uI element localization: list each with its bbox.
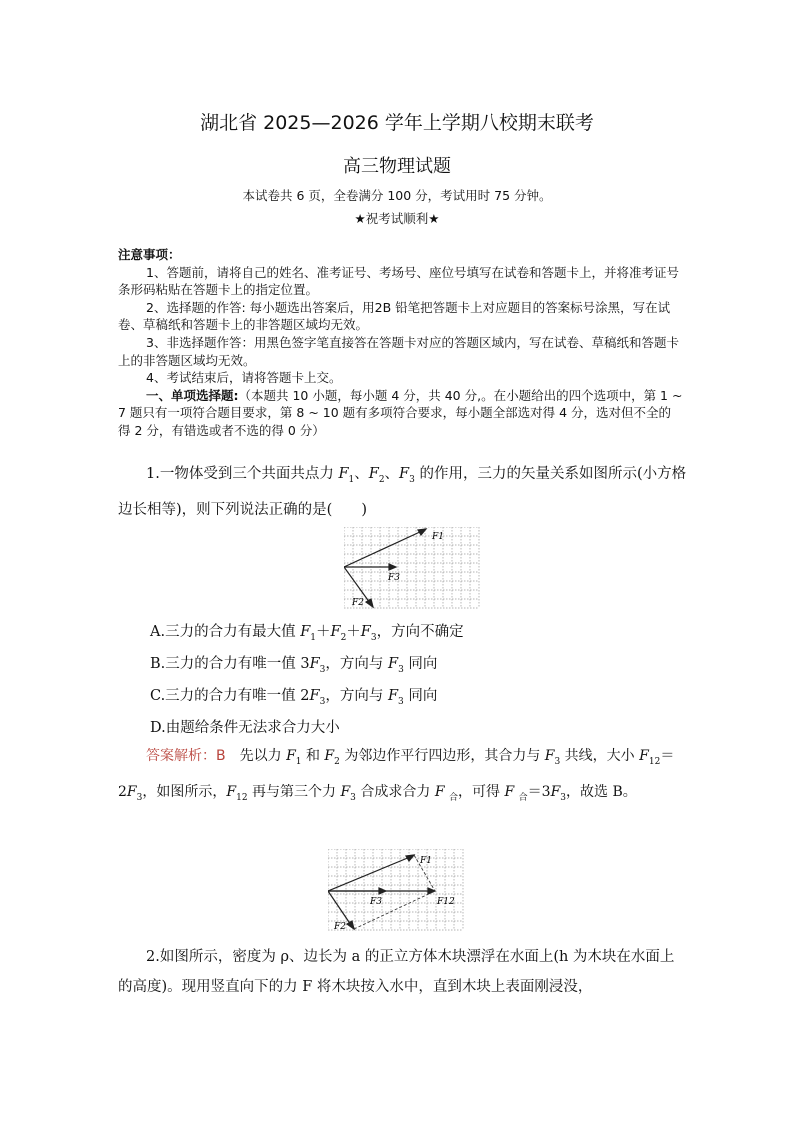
q1-stem-b: 的作用，三力的矢量关系如图所示(小方格边长相等)，则下列说法正确的是( ) <box>118 466 687 518</box>
answer-text-3: 共线，大小 <box>560 748 640 764</box>
answer-text-7: ，可得 <box>458 783 505 800</box>
note-item-4: 4、考试结束后，请将答题卡上交。 <box>146 370 342 386</box>
answer-block: 答案解析：B 先以力 $F_1$ 和 $F_2$ 为邻边作平行四边形，其合力与 $F_3$ 共线，大小 $F_{12}=2F_3$，如图所示，$F_{12}$ 再与第三个力 $F_3$ 合成求合力 F $_合$，可得 F $_合=3F_3$，故选 B。 <box>118 748 675 803</box>
exam-info: 本试卷共 6 页，全卷满分 100 分，考试用时 75 分钟。 <box>242 188 552 203</box>
answer-text-1: 先以力 <box>239 748 287 764</box>
note-item-3: 3、非选择题作答：用黑色签字笔直接答在答题卡对应的答题区域内，写在试卷、草稿纸和答题卡上的非答题区域均无效。 <box>118 334 679 368</box>
question-2-stem <box>118 942 688 1002</box>
option-c: C.三力的合力有唯一值 $2F_3$，方向与 $F_3$ 同向 <box>150 688 438 707</box>
option-b-tail: ，方向与 <box>325 656 389 672</box>
label-f1: F1 <box>432 532 444 542</box>
section-label: 一、单项选择题: <box>146 387 239 403</box>
option-d: D.由题给条件无法求合力大小 <box>150 720 340 736</box>
answer-label-f12: F12 <box>437 897 455 907</box>
answer-label-f3: F3 <box>370 897 382 907</box>
note-item-2: 2、选择题的作答: 每小题选出答案后，用2B 铅笔把答题卡上对应题目的答案标号涂黑，写在试卷、草稿纸和答题卡上的非答题区域均无效。 <box>118 299 671 333</box>
answer-text-5: 再与第三个力 <box>247 783 341 800</box>
label-f3: F3 <box>388 573 400 583</box>
option-b-dir: 同向 <box>403 656 438 672</box>
answer-text-4: ，如图所示， <box>142 783 227 800</box>
answer-label: 答案解析： <box>146 748 216 764</box>
answer-label-f1: F1 <box>420 856 432 866</box>
q1-figure <box>344 527 484 611</box>
answer-text-2: 为邻边作平行四边形，其合力与 <box>339 748 545 764</box>
option-a-tail: ，方向不确定 <box>376 624 464 640</box>
section-text: （本题共 10 小题，每小题 4 分，共 40 分,。在小题给出的四个选项中，第 1 ~ 7 题只有一项符合题目要求，第 8 ~ 10 题有多项符合要求，每小题全部选对得 4 分，选对但不全的得 2 分，有错选或者不选的得 0 分） <box>118 387 683 438</box>
answer-figure <box>328 849 470 935</box>
answer-letter: B <box>216 748 226 764</box>
q1-stem-a: 1.一物体受到三个共面共点力 <box>146 466 339 482</box>
answer-label-f2: F2 <box>334 922 346 932</box>
option-c-text: C.三力的合力有唯一值 2 <box>150 688 310 704</box>
vector-f1 <box>344 531 422 567</box>
notes-section <box>118 246 683 440</box>
note-item-1: 1、答题前，请将自己的姓名、准考证号、考场号、座位号填写在试卷和答题卡上，并将准考证号条形码粘贴在答题卡上的指定位置。 <box>118 264 679 298</box>
question-1-stem: 1.一物体受到三个共面共点力 $F_1$、$F_2$、$F_3$ 的作用，三力的矢量关系如图所示(小方格边长相等)，则下列说法正确的是( ) <box>118 466 687 518</box>
answer-text-6: 合成求合力 <box>355 783 435 800</box>
notes-heading: 注意事项： <box>118 247 181 262</box>
option-c-tail: ，方向与 <box>325 688 388 704</box>
section-intro <box>118 387 683 440</box>
label-f2: F2 <box>352 598 364 608</box>
exam-wish: ★祝考试顺利★ <box>354 211 440 226</box>
option-b-text: B.三力的合力有唯一值 3 <box>150 656 310 672</box>
option-a: A.三力的合力有最大值 $F_1+F_2+F_3$，方向不确定 <box>150 624 464 643</box>
option-a-text: A.三力的合力有最大值 <box>150 624 301 640</box>
exam-title: 湖北省 2025—2026 学年上学期八校期末联考 <box>200 112 594 134</box>
q2-text: 2.如图所示，密度为 ρ、边长为 a 的正立方体木块漂浮在水面上(h 为木块在水面上的高度)。现用竖直向下的力 F 将木块按入水中，直到木块上表面刚浸没， <box>118 949 675 995</box>
option-c-dir: 同向 <box>403 688 438 704</box>
exam-subtitle: 高三物理试题 <box>343 156 451 177</box>
option-b: B.三力的合力有唯一值 $3F_3$，方向与 $F_3$ 同向 <box>150 656 438 675</box>
answer-text-8: ，故选 B。 <box>566 783 637 800</box>
